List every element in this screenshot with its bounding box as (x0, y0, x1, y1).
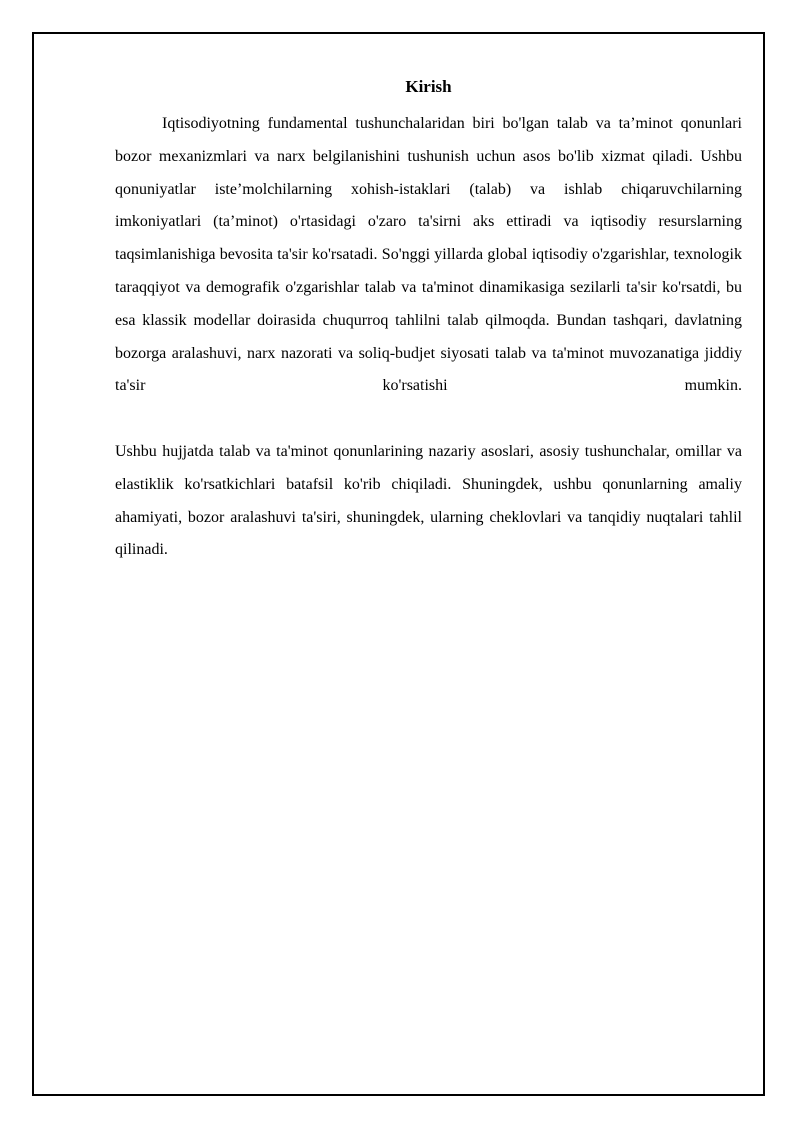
document-body (115, 74, 742, 567)
paragraph-intro: Iqtisodiyotning fundamental tushunchalaridan biri bo'lgan talab va ta’minot qonunlari bozor mexanizmlari va narx belgilanishini tushunish uchun asos bo'lib xizmat qiladi. Ushbu qonuniyatlar iste’molchilarning xohish-istaklari (talab) va ishlab chiqaruvchilarning imkoniyatlari (ta’minot) o'rtasidagi o'zaro ta'sirni aks ettiradi va iqtisodiy resurslarning taqsimlanishiga bevosita ta'sir ko'rsatadi. So'nggi yillarda global iqtisodiy o'zgarishlar, texnologik taraqqiyot va demografik o'zgarishlar talab va ta'minot dinamikasiga sezilarli ta'sir ko'rsatdi, bu esa klassik modellar doirasida chuqurroq tahlilni talab qilmoqda. Bundan tashqari, davlatning bozorga aralashuvi, narx nazorati va soliq-budjet siyosati talab va ta'minot muvozanatiga jiddiy ta'sir ko'rsatishi mumkin. (115, 115, 742, 395)
paragraph-spacer (115, 403, 742, 436)
section-title: Kirish (405, 77, 452, 96)
paragraph-scope: Ushbu hujjatda talab va ta'minot qonunlarining nazariy asoslari, asosiy tushunchalar, omillar va elastiklik ko'rsatkichlari batafsil ko'rib chiqiladi. Shuningdek, ushbu qonunlarning amaliy ahamiyati, bozor aralashuvi ta'siri, shuningdek, ularning cheklovlari va tanqidiy nuqtalari tahlil qilinadi. (115, 442, 742, 559)
